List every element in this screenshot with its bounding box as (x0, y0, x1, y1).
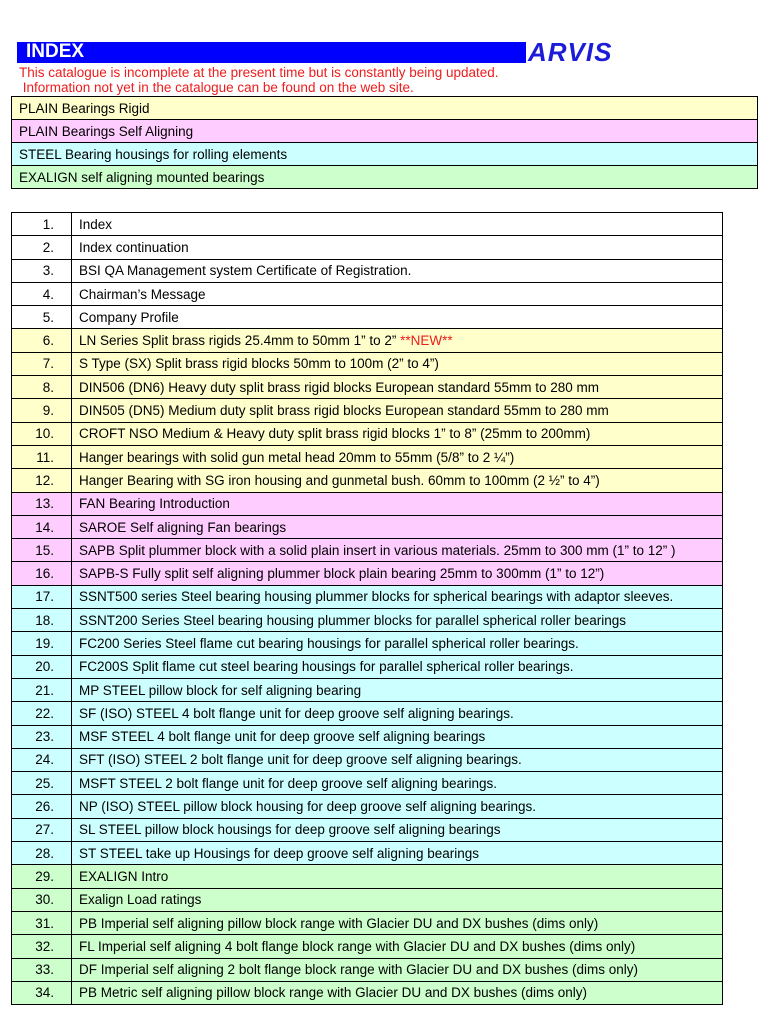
index-description (72, 236, 723, 259)
index-number: 23. (12, 725, 72, 748)
index-row (12, 772, 723, 795)
category-label: PLAIN Bearings Self Aligning (12, 120, 758, 143)
category-row (12, 166, 758, 189)
index-description (72, 772, 723, 795)
category-label: EXALIGN self aligning mounted bearings (12, 166, 758, 189)
index-description (72, 702, 723, 725)
index-row (12, 655, 723, 678)
index-description-text: CROFT NSO Medium & Heavy duty split brass rigid blocks 1” to 8” (25mm to 200mm) (79, 426, 591, 442)
index-number: 19. (12, 632, 72, 655)
index-row (12, 725, 723, 748)
category-legend-table (11, 96, 758, 189)
index-number: 9. (12, 399, 72, 422)
index-description-text: Hanger bearings with solid gun metal head 20mm to 55mm (5/8” to 2 ¼”) (79, 449, 515, 465)
index-number: 13. (12, 492, 72, 515)
index-description (72, 445, 723, 468)
index-description-text: SAROE Self aligning Fan bearings (79, 519, 287, 535)
index-description-text: PB Imperial self aligning pillow block range with Glacier DU and DX bushes (dims only) (79, 915, 599, 931)
new-tag: **NEW** (400, 333, 453, 349)
index-row (12, 795, 723, 818)
index-number: 3. (12, 259, 72, 282)
index-description-text: SSNT200 Series Steel bearing housing plummer blocks for parallel spherical roller bearings (79, 612, 627, 628)
index-number: 31. (12, 911, 72, 934)
index-row (12, 818, 723, 841)
index-number: 12. (12, 469, 72, 492)
index-description (72, 213, 723, 236)
index-row (12, 702, 723, 725)
index-number: 20. (12, 655, 72, 678)
index-description-text: NP (ISO) STEEL pillow block housing for deep groove self aligning bearings. (79, 799, 536, 815)
index-description-text: Exalign Load ratings (79, 892, 202, 908)
index-description (72, 725, 723, 748)
index-description (72, 632, 723, 655)
index-number: 22. (12, 702, 72, 725)
index-description-text: MP STEEL pillow block for self aligning bearing (79, 682, 362, 698)
index-number: 6. (12, 329, 72, 352)
index-description-text: MSF STEEL 4 bolt flange unit for deep groove self aligning bearings (79, 729, 486, 745)
index-description-text: DIN506 (DN6) Heavy duty split brass rigid blocks European standard 55mm to 280 mm (79, 379, 599, 395)
index-description (72, 562, 723, 585)
index-row (12, 213, 723, 236)
index-description-text: Chairman’s Message (79, 286, 206, 302)
index-row (12, 399, 723, 422)
index-description (72, 935, 723, 958)
index-header-bar (17, 42, 526, 63)
index-row (12, 469, 723, 492)
index-description-text: MSFT STEEL 2 bolt flange unit for deep groove self aligning bearings. (79, 775, 497, 791)
index-description-text: FC200S Split flame cut steel bearing housings for parallel spherical roller bearings. (79, 659, 574, 675)
index-description-text: Hanger Bearing with SG iron housing and gunmetal bush. 60mm to 100mm (2 ½” to 4”) (79, 472, 600, 488)
index-row (12, 352, 723, 375)
index-number: 7. (12, 352, 72, 375)
index-description (72, 376, 723, 399)
index-number: 33. (12, 958, 72, 981)
index-description (72, 259, 723, 282)
index-number: 16. (12, 562, 72, 585)
index-number: 14. (12, 515, 72, 538)
index-description (72, 818, 723, 841)
index-number: 28. (12, 842, 72, 865)
notice-line-2: Information not yet in the catalogue can be found on the web site. (19, 80, 414, 95)
index-description-text: FAN Bearing Introduction (79, 496, 230, 512)
index-description-text: SFT (ISO) STEEL 2 bolt flange unit for deep groove self aligning bearings. (79, 752, 522, 768)
index-row (12, 376, 723, 399)
index-description-text: S Type (SX) Split brass rigid blocks 50mm to 100m (2” to 4”) (79, 356, 439, 372)
index-description-text: SSNT500 series Steel bearing housing plummer blocks for spherical bearings with adaptor sleeves. (79, 589, 674, 605)
index-description (72, 748, 723, 771)
index-row (12, 981, 723, 1004)
index-number: 32. (12, 935, 72, 958)
index-number: 11. (12, 445, 72, 468)
index-number: 18. (12, 609, 72, 632)
index-number: 27. (12, 818, 72, 841)
index-description (72, 678, 723, 701)
index-row (12, 678, 723, 701)
index-number: 8. (12, 376, 72, 399)
index-description (72, 399, 723, 422)
category-row (12, 97, 758, 120)
index-description-text: Company Profile (79, 309, 179, 325)
index-number: 21. (12, 678, 72, 701)
index-description (72, 469, 723, 492)
index-description (72, 842, 723, 865)
index-description-text: SAPB Split plummer block with a solid plain insert in various materials. 25mm to 300 mm (1” to 12” ) (79, 542, 676, 558)
index-description (72, 306, 723, 329)
index-number: 24. (12, 748, 72, 771)
index-description (72, 795, 723, 818)
index-description-text: FC200 Series Steel flame cut bearing housings for parallel spherical roller bearings. (79, 635, 579, 651)
index-row (12, 492, 723, 515)
index-row (12, 236, 723, 259)
index-description (72, 958, 723, 981)
index-description (72, 492, 723, 515)
index-number: 1. (12, 213, 72, 236)
index-number: 15. (12, 539, 72, 562)
index-description (72, 888, 723, 911)
index-description (72, 911, 723, 934)
index-number: 26. (12, 795, 72, 818)
index-row (12, 888, 723, 911)
index-number: 2. (12, 236, 72, 259)
category-label: STEEL Bearing housings for rolling elements (12, 143, 758, 166)
index-row (12, 445, 723, 468)
index-row (12, 842, 723, 865)
index-description-text: FL Imperial self aligning 4 bolt flange block range with Glacier DU and DX bushes (dims only) (79, 938, 636, 954)
index-row (12, 515, 723, 538)
index-description-text: PB Metric self aligning pillow block range with Glacier DU and DX bushes (dims only) (79, 985, 587, 1001)
index-row (12, 282, 723, 305)
index-number: 25. (12, 772, 72, 795)
index-row (12, 259, 723, 282)
index-number: 4. (12, 282, 72, 305)
index-row (12, 306, 723, 329)
index-description-text: DIN505 (DN5) Medium duty split brass rigid blocks European standard 55mm to 280 mm (79, 403, 609, 419)
index-description (72, 865, 723, 888)
index-description (72, 329, 723, 352)
category-label: PLAIN Bearings Rigid (12, 97, 758, 120)
index-description (72, 609, 723, 632)
index-row (12, 865, 723, 888)
index-row (12, 562, 723, 585)
index-row (12, 585, 723, 608)
index-number: 17. (12, 585, 72, 608)
page-title: INDEX (26, 41, 85, 62)
index-row (12, 632, 723, 655)
index-description-text: ST STEEL take up Housings for deep groove self aligning bearings (79, 845, 479, 861)
index-description-text: SL STEEL pillow block housings for deep groove self aligning bearings (79, 822, 501, 838)
notice-line-1: This catalogue is incomplete at the present time but is constantly being updated. (19, 65, 499, 80)
index-description (72, 422, 723, 445)
index-row (12, 958, 723, 981)
category-row (12, 143, 758, 166)
index-description-text: LN Series Split brass rigids 25.4mm to 50mm 1” to 2” (79, 333, 401, 349)
index-description (72, 515, 723, 538)
index-row (12, 935, 723, 958)
index-description-text: SAPB-S Fully split self aligning plummer block plain bearing 25mm to 300mm (1” to 12”) (79, 566, 605, 582)
index-number: 29. (12, 865, 72, 888)
index-row (12, 329, 723, 352)
index-row (12, 911, 723, 934)
index-description (72, 585, 723, 608)
index-row (12, 422, 723, 445)
index-description-text: BSI QA Management system Certificate of Registration. (79, 263, 412, 279)
index-number: 5. (12, 306, 72, 329)
index-description-text: Index continuation (79, 239, 189, 255)
index-description (72, 282, 723, 305)
index-description-text: Index (79, 216, 113, 232)
index-description (72, 352, 723, 375)
index-row (12, 748, 723, 771)
category-row (12, 120, 758, 143)
index-description (72, 981, 723, 1004)
index-description-text: SF (ISO) STEEL 4 bolt flange unit for deep groove self aligning bearings. (79, 705, 514, 721)
index-number: 34. (12, 981, 72, 1004)
index-description-text: DF Imperial self aligning 2 bolt flange block range with Glacier DU and DX bushes (dims only) (79, 962, 639, 978)
index-row (12, 539, 723, 562)
index-number: 10. (12, 422, 72, 445)
index-table (11, 212, 723, 1005)
index-row (12, 609, 723, 632)
index-description (72, 539, 723, 562)
index-number: 30. (12, 888, 72, 911)
index-description (72, 655, 723, 678)
index-description-text: EXALIGN Intro (79, 868, 169, 884)
brand-logo: ARVIS (528, 37, 613, 67)
